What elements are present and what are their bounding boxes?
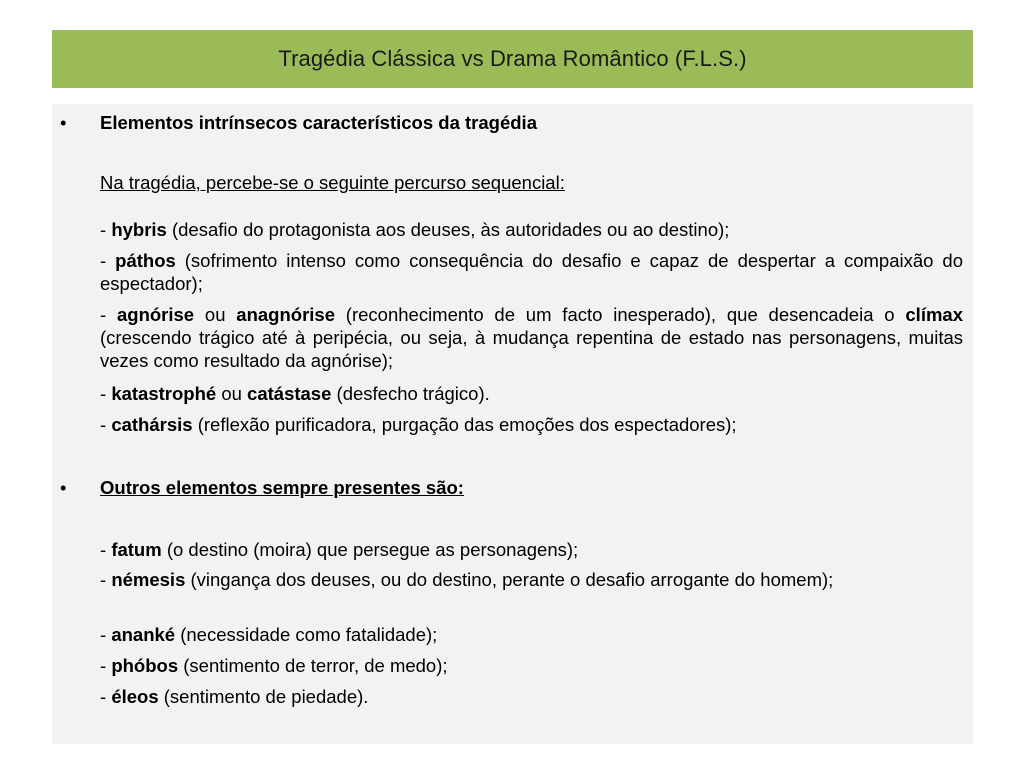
list-item: - fatum (o destino (moira) que persegue as personagens); <box>100 539 579 560</box>
section2-heading: Outros elementos sempre presentes são: <box>100 477 464 498</box>
term: anagnórise <box>236 304 335 325</box>
list-item: - ananké (necessidade como fatalidade); <box>100 624 438 645</box>
list-item: - páthos (sofrimento intenso como consequência do desafio e capaz de despertar a compaixão do espectador); <box>100 250 963 294</box>
list-item: - katastrophé ou catástase (desfecho trágico). <box>100 383 490 404</box>
term: páthos <box>115 250 176 271</box>
content-box <box>52 104 973 744</box>
term: éleos <box>111 686 159 707</box>
list-item: - agnórise ou anagnórise (reconhecimento de um facto inesperado), que desencadeia o clímax (crescendo trágico até à peripécia, ou seja, à mudança repentina de estado nas personagens, muitas vezes como resultado da agnórise); <box>100 304 963 371</box>
section1-heading: Elementos intrínsecos característicos da tragédia <box>100 112 537 133</box>
title-bar <box>52 30 973 88</box>
section1-intro: Na tragédia, percebe-se o seguinte percurso sequencial: <box>100 172 565 193</box>
term: némesis <box>111 569 186 590</box>
list-item: - cathársis (reflexão purificadora, purgação das emoções dos espectadores); <box>100 414 737 435</box>
term: fatum <box>111 539 162 560</box>
term: catástase <box>247 383 332 404</box>
section1-intro-line <box>100 171 963 194</box>
term: phóbos <box>111 655 179 676</box>
bullet-heading-1 <box>60 111 963 134</box>
list-item: - phóbos (sentimento de terror, de medo); <box>100 655 448 676</box>
bullet-heading-2 <box>60 476 963 499</box>
term: hybris <box>111 219 167 240</box>
bullet-dot: • <box>60 112 67 133</box>
list-item: - hybris (desafio do protagonista aos deuses, às autoridades ou ao destino); <box>100 219 730 240</box>
bullet-dot: • <box>60 477 67 498</box>
term: clímax <box>905 304 963 325</box>
term: katastrophé <box>111 383 217 404</box>
term: cathársis <box>111 414 193 435</box>
list-item: - éleos (sentimento de piedade). <box>100 686 369 707</box>
term: ananké <box>111 624 176 645</box>
term: agnórise <box>116 304 195 325</box>
slide-title: Tragédia Clássica vs Drama Romântico (F.L.S.) <box>278 46 747 71</box>
list-item: - némesis (vingança dos deuses, ou do destino, perante o desafio arrogante do homem); <box>100 569 834 590</box>
